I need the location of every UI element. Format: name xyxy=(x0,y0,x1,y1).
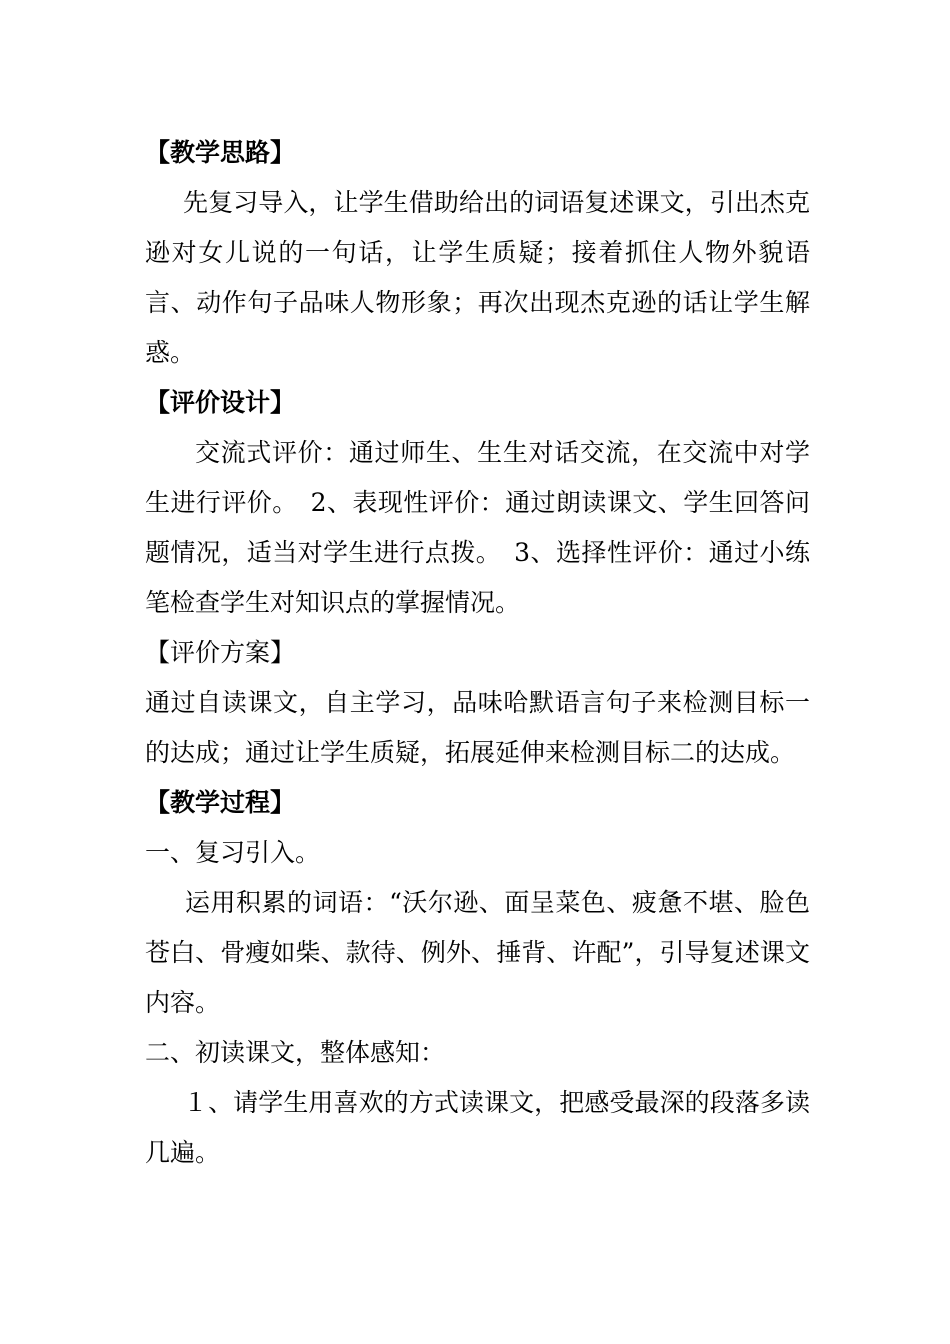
process-step-2-title: 二、初读课文，整体感知： xyxy=(145,1038,446,1067)
section-title-teaching-thinking: 【教学思路】 xyxy=(145,138,296,167)
process-step-1-title: 一、复习引入。 xyxy=(145,838,321,867)
process-step-1-paragraph: 运用积累的词语：“沃尔逊、面呈菜色、疲惫不堪、脸色苍白、骨瘦如柴、款待、例外、捶背、许配”，引导复述课文内容。 xyxy=(145,888,810,1017)
section-title-evaluation-design: 【评价设计】 xyxy=(145,388,296,417)
teaching-thinking-paragraph: 先复习导入，让学生借助给出的词语复述课文，引出杰克逊对女儿说的一句话，让学生质疑；接着抓住人物外貌语言、动作句子品味人物形象；再次出现杰克逊的话让学生解惑。 xyxy=(145,188,810,367)
section-title-teaching-process: 【教学过程】 xyxy=(145,788,296,817)
evaluation-plan-paragraph: 通过自读课文，自主学习，品味哈默语言句子来检测目标一的达成；通过让学生质疑，拓展延伸来检测目标二的达成。 xyxy=(145,688,810,767)
process-step-2-item-1: １、请学生用喜欢的方式读课文，把感受最深的段落多读几遍。 xyxy=(145,1088,810,1167)
evaluation-design-paragraph: 交流式评价：通过师生、生生对话交流，在交流中对学生进行评价。 2、表现性评价：通过朗读课文、学生回答问题情况，适当对学生进行点拨。 3、选择性评价：通过小练笔检查学生对知识点的掌握情况。 xyxy=(145,438,810,617)
document-page xyxy=(145,128,810,1178)
section-title-evaluation-plan: 【评价方案】 xyxy=(145,638,296,667)
